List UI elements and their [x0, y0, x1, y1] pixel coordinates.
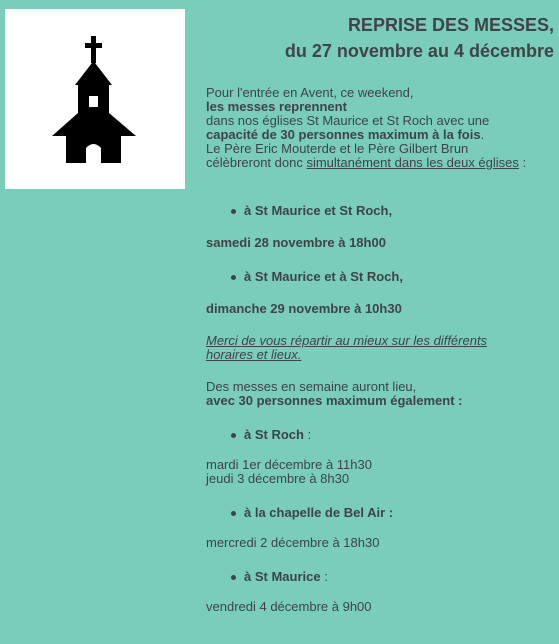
list-item [206, 204, 551, 218]
title-line-1: REPRISE DES MESSES, [347, 15, 554, 35]
schedule-line: samedi 28 novembre à 18h00 [206, 235, 386, 250]
capacity-text: capacité de 30 personnes maximum à la fois [206, 127, 481, 142]
bullet-suffix: : [303, 427, 312, 442]
bullet-icon [231, 511, 236, 516]
title-line-2: du 27 novembre au 4 décembre [284, 41, 554, 61]
page-title [285, 12, 554, 64]
bullet-suffix: : [320, 569, 328, 584]
announcement-body [206, 86, 551, 614]
bullet-icon [231, 209, 236, 214]
week-line-1: Des messes en semaine auront lieu, [206, 379, 417, 394]
list-item [206, 428, 551, 442]
church-icon [5, 9, 185, 189]
schedule-line: mercredi 2 décembre à 18h30 [206, 535, 380, 550]
schedule-line: mardi 1er décembre à 11h30 [206, 457, 372, 472]
bullet-label: à la chapelle de Bel Air : [244, 505, 394, 520]
bullet-label: à St Maurice [244, 569, 321, 584]
intro-line-1: Pour l'entrée en Avent, ce weekend, [206, 85, 414, 100]
intro-line-3: dans nos églises St Maurice et St Roch avec une [206, 113, 490, 128]
bullet-label: à St Maurice et à St Roch, [244, 269, 403, 284]
intro-line-6 [206, 156, 551, 170]
bullet-label: à St Maurice et St Roch, [244, 203, 393, 218]
intro-line-5: Le Père Eric Mouterde et le Père Gilbert Brun [206, 141, 469, 156]
church-image [5, 9, 185, 189]
week-line-2: avec 30 personnes maximum également : [206, 393, 463, 408]
intro-line-4 [206, 128, 551, 142]
note-line-1: Merci de vous répartir au mieux sur les différents [206, 333, 488, 348]
list-item [206, 270, 551, 284]
bullet-label: à St Roch [244, 427, 304, 442]
note-line-2: horaires et lieux. [206, 347, 302, 362]
schedule-line: jeudi 3 décembre à 8h30 [206, 471, 350, 486]
simultaneous-text: simultanément dans les deux églises [306, 155, 519, 170]
schedule-line: vendredi 4 décembre à 9h00 [206, 599, 372, 614]
intro-line-6-end: : [518, 155, 527, 170]
bullet-icon [231, 275, 236, 280]
list-item [206, 506, 551, 520]
list-item [206, 570, 551, 584]
intro-line-6-start: célèbreront donc [206, 155, 307, 170]
intro-line-2: les messes reprennent [206, 99, 347, 114]
intro-line-4-end: . [480, 127, 485, 142]
schedule-line: dimanche 29 novembre à 10h30 [206, 301, 402, 316]
bullet-icon [231, 575, 236, 580]
bullet-icon [231, 433, 236, 438]
